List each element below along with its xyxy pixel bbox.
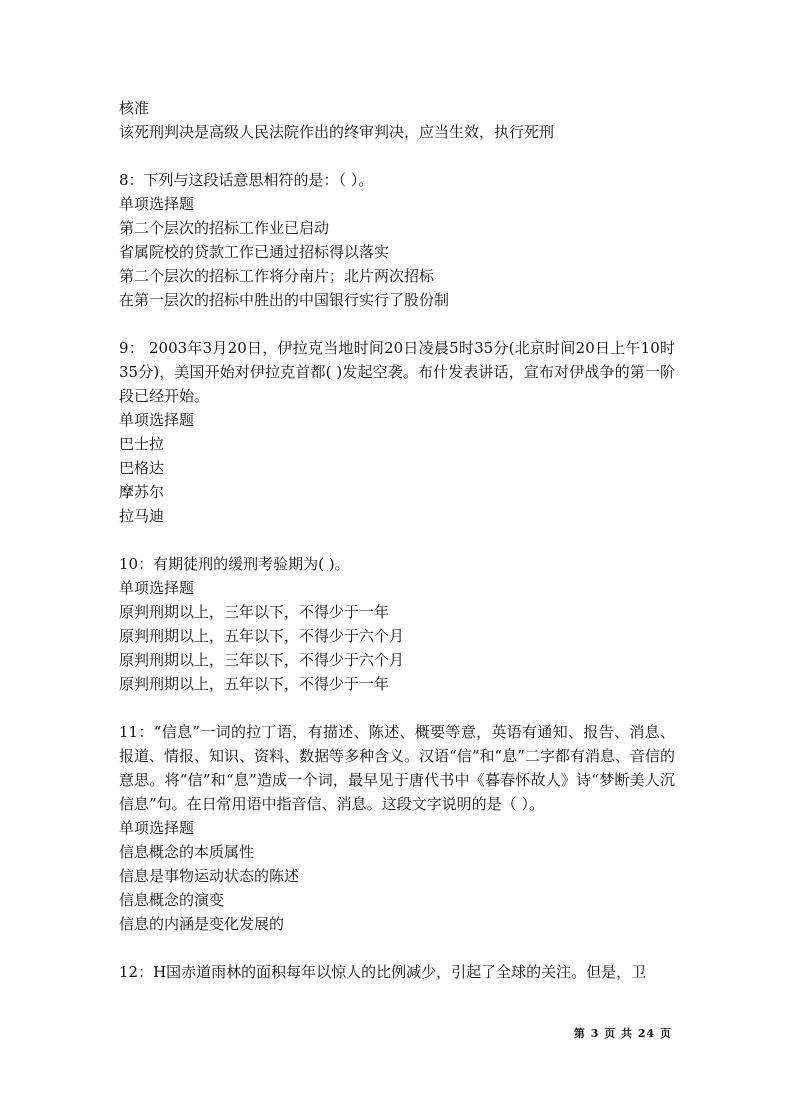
question-9-option-a: 巴士拉 bbox=[119, 435, 165, 453]
question-11-type: 单项选择题 bbox=[119, 819, 195, 837]
question-11 bbox=[119, 720, 675, 936]
question-8-option-b: 省属院校的贷款工作已通过招标得以落实 bbox=[119, 243, 390, 261]
question-11-option-b: 信息是事物运动状态的陈述 bbox=[119, 867, 300, 885]
question-8-type: 单项选择题 bbox=[119, 195, 195, 213]
question-10-type: 单项选择题 bbox=[119, 579, 195, 597]
question-8-text: 8：下列与这段话意思相符的是：（ ）。 bbox=[119, 171, 374, 189]
intro-line-2: 该死刑判决是高级人民法院作出的终审判决，应当生效，执行死刑 bbox=[119, 123, 555, 141]
spacer bbox=[119, 936, 675, 960]
question-11-option-a: 信息概念的本质属性 bbox=[119, 843, 255, 861]
question-9-type: 单项选择题 bbox=[119, 411, 195, 429]
question-9-option-b: 巴格达 bbox=[119, 459, 165, 477]
page-number-footer: 第 3 页 共 24 页 bbox=[573, 1027, 672, 1040]
question-8 bbox=[119, 168, 675, 312]
question-11-option-d: 信息的内涵是变化发展的 bbox=[119, 915, 285, 933]
question-12 bbox=[119, 960, 675, 984]
question-9-option-d: 拉马迪 bbox=[119, 507, 165, 525]
question-10-option-b: 原判刑期以上，五年以下，不得少于六个月 bbox=[119, 627, 405, 645]
question-8-option-d: 在第一层次的招标中胜出的中国银行实行了股份制 bbox=[119, 291, 450, 309]
question-8-option-c: 第二个层次的招标工作将分南片；北片两次招标 bbox=[119, 267, 435, 285]
question-9-text: 9： 2003年3月20日，伊拉克当地时间20日凌晨5时35分(北京时间20日上午10时35分)，美国开始对伊拉克首都( )发起空袭。布什发表讲话，宣布对伊战争的第一阶段已经开始。 bbox=[119, 339, 675, 405]
question-10-text: 10：有期徒刑的缓刑考验期为( )。 bbox=[119, 555, 350, 573]
spacer bbox=[119, 144, 675, 168]
question-11-text: 11：“信息”一词的拉丁语，有描述、陈述、概要等意，英语有通知、报告、消息、报道、情报、知识、资料、数据等多种含义。汉语“信”和“息”二字都有消息、音信的意思。将“信”和“息”造成一个词，最早见于唐代书中《暮春怀故人》诗“梦断美人沉信息”句。在日常用语中指音信、消息。这段文字说明的是（ ）。 bbox=[119, 723, 675, 813]
question-8-option-a: 第二个层次的招标工作业已启动 bbox=[119, 219, 330, 237]
intro-line-1: 核准 bbox=[119, 99, 150, 117]
spacer bbox=[119, 528, 675, 552]
spacer bbox=[119, 312, 675, 336]
question-10-option-d: 原判刑期以上，五年以下，不得少于一年 bbox=[119, 675, 390, 693]
page-content bbox=[119, 96, 675, 984]
question-10-option-c: 原判刑期以上，三年以下，不得少于六个月 bbox=[119, 651, 405, 669]
question-10 bbox=[119, 552, 675, 696]
question-12-text: 12：H国赤道雨林的面积每年以惊人的比例减少，引起了全球的关注。但是，卫 bbox=[119, 963, 647, 981]
spacer bbox=[119, 696, 675, 720]
question-9-option-c: 摩苏尔 bbox=[119, 483, 165, 501]
question-10-option-a: 原判刑期以上，三年以下，不得少于一年 bbox=[119, 603, 390, 621]
question-11-option-c: 信息概念的演变 bbox=[119, 891, 225, 909]
question-9 bbox=[119, 336, 675, 528]
